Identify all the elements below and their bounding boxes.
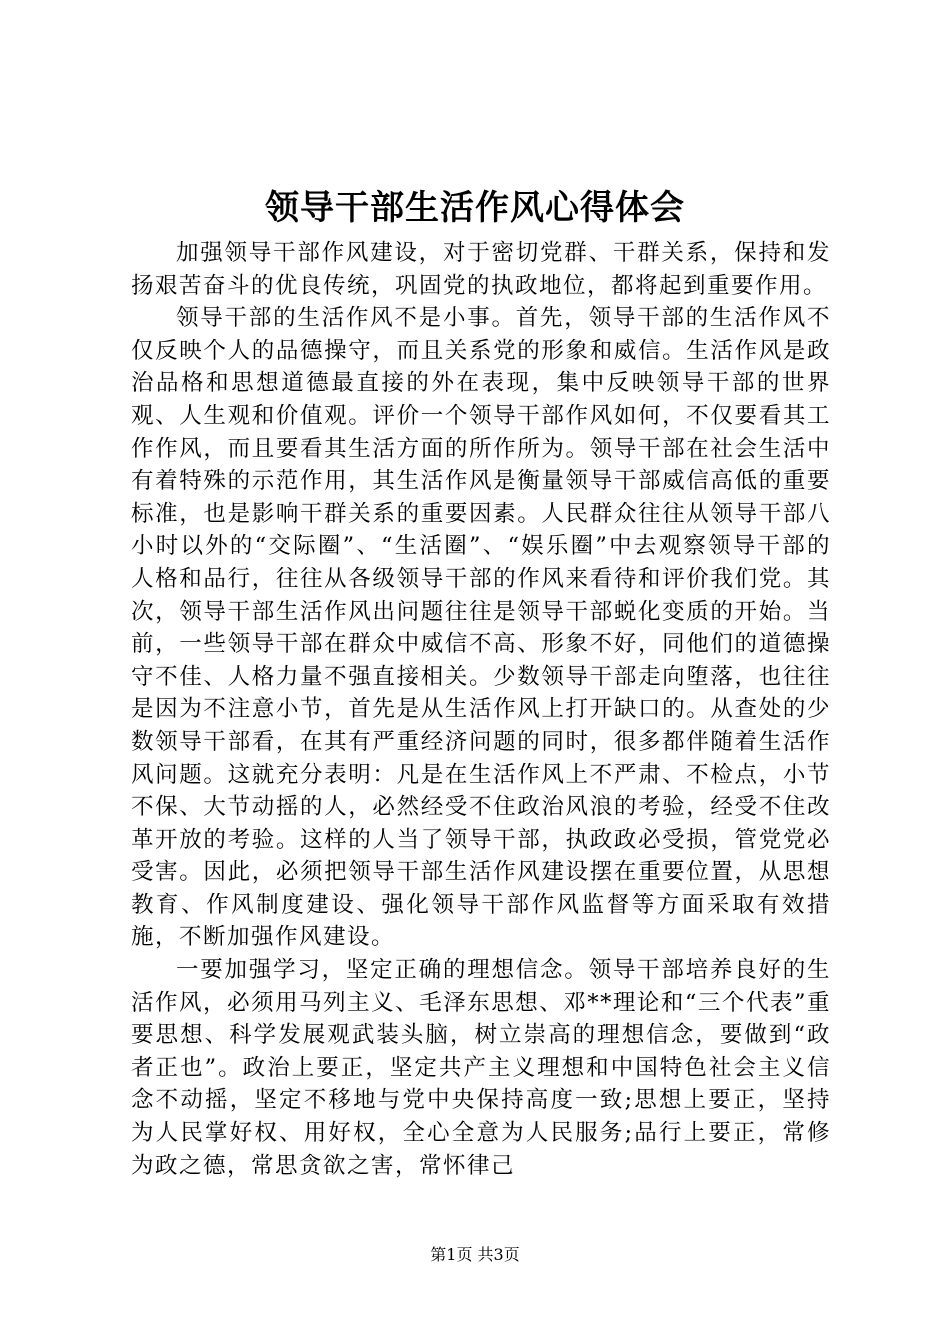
paragraph: 领导干部的生活作风不是小事。首先，领导干部的生活作风不仅反映个人的品德操守，而且关系党的形象和威信。生活作风是政治品格和思想道德最直接的外在表现，集中反映领导干部的世界观、人生观和价值观。评价一个领导干部作风如何，不仅要看其工作作风，而且要看其生活方面的所作所为。领导干部在社会生活中有着特殊的示范作用，其生活作风是衡量领导干部威信高低的重要标准，也是影响干群关系的重要因素。人民群众往往从领导干部八小时以外的“交际圈”、“生活圈”、“娱乐圈”中去观察领导干部的人格和品行，往往从各级领导干部的作风来看待和评价我们党。其次，领导干部生活作风出问题往往是领导干部蜕化变质的开始。当前，一些领导干部在群众中威信不高、形象不好，同他们的道德操守不佳、人格力量不强直接相关。少数领导干部走向堕落，也往往是因为不注意小节，首先是从生活作风上打开缺口的。从查处的少数领导干部看，在其有严重经济问题的同时，很多都伴随着生活作风问题。这就充分表明：凡是在生活作风上不严肃、不检点，小节不保、大节动摇的人，必然经受不住政治风浪的考验，经受不住改革开放的考验。这样的人当了领导干部，执政政必受损，管党党必受害。因此，必须把领导干部生活作风建设摆在重要位置，从思想教育、作风制度建设、强化领导干部作风监督等方面采取有效措施，不断加强作风建设。 — [131, 305, 831, 951]
page-indicator: 第1页 共3页 — [430, 1245, 520, 1264]
document-body — [131, 237, 831, 1182]
document-title: 领导干部生活作风心得体会 — [265, 188, 685, 228]
paragraph: 一要加强学习，坚定正确的理想信念。领导干部培养良好的生活作风，必须用马列主义、毛泽东思想、邓**理论和“三个代表”重要思想、科学发展观武装头脑，树立崇高的理想信念，要做到“政者正也”。政治上要正，坚定共产主义理想和中国特色社会主义信念不动摇，坚定不移地与党中央保持高度一致;思想上要正，坚持为人民掌好权、用好权，全心全意为人民服务;品行上要正，常修为政之德，常思贪欲之害，常怀律己 — [131, 957, 831, 1179]
paragraph: 加强领导干部作风建设，对于密切党群、干群关系，保持和发扬艰苦奋斗的优良传统，巩固党的执政地位，都将起到重要作用。 — [131, 240, 831, 299]
page-footer — [0, 1245, 950, 1265]
